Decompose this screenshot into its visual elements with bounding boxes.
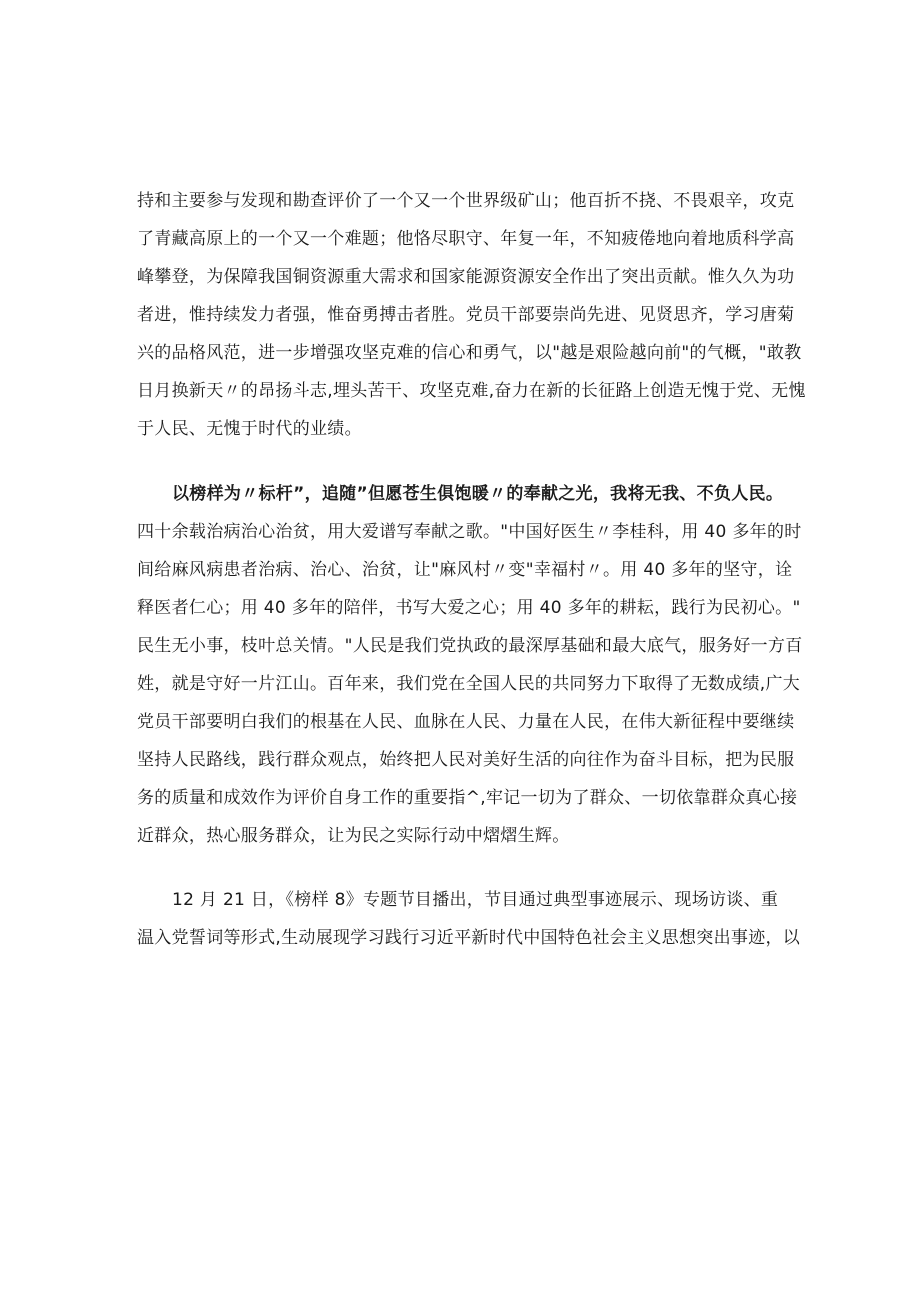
document-body <box>137 182 806 957</box>
paragraph-2 <box>137 475 803 855</box>
paragraph-line: 四十余载治病治心治贫，用大爱谱写奉献之歌。"中国好医生〃李桂科，用 40 多年的时 <box>137 522 802 542</box>
paragraph-line: 民生无小事，枝叶总关情。"人民是我们党执政的最深厚基础和最大底气，服务好一方百 <box>137 636 803 656</box>
paragraph-line: 党员干部要明白我们的根基在人民、血脉在人民、力量在人民，在伟大新征程中要继续 <box>137 712 795 732</box>
paragraph-line: 日月换新天〃的昂扬斗志,埋头苦干、攻坚克难,奋力在新的长征路上创造无愧于党、无愧 <box>137 381 806 401</box>
paragraph-line: 姓，就是守好一片江山。百年来，我们党在全国人民的共同努力下取得了无数成绩,广大 <box>137 674 801 694</box>
paragraph-line: 者进，惟持续发力者强，惟奋勇搏击者胜。党员干部要崇尚先进、见贤思齐，学习唐菊 <box>137 305 795 325</box>
paragraph-line: 兴的品格风范，进一步增强攻坚克难的信心和勇气，以"越是艰险越向前"的气概，"敢教 <box>137 343 802 363</box>
paragraph-line: 温入党誓词等形式,生动展现学习践行习近平新时代中国特色社会主义思想突出事迹，以 <box>137 928 801 948</box>
paragraph-line: 峰攀登，为保障我国铜资源重大需求和国家能源资源安全作出了突出贡献。惟久久为功 <box>137 267 795 287</box>
paragraph-line: 12 月 21 日，《榜样 8》专题节目播出，节目通过典型事迹展示、现场访谈、重 <box>172 890 779 910</box>
paragraph-line: 了青藏高原上的一个又一个难题；他恪尽职守、年复一年，不知疲倦地向着地质科学高 <box>137 229 795 249</box>
paragraph-line: 近群众，热心服务群众，让为民之实际行动中熠熠生辉。 <box>137 826 570 846</box>
paragraph-line: 持和主要参与发现和勘查评价了一个又一个世界级矿山；他百折不挠、不畏艰辛，攻克 <box>137 191 795 211</box>
paragraph-line: 坚持人民路线，践行群众观点，始终把人民对美好生活的向往作为奋斗目标，把为民服 <box>137 750 795 770</box>
paragraph-line: 于人民、无愧于时代的业绩。 <box>137 419 362 439</box>
paragraph-spacer <box>137 448 797 475</box>
paragraph-1 <box>137 182 806 448</box>
paragraph-3 <box>137 881 801 957</box>
paragraph-spacer <box>137 855 797 881</box>
section-heading: 以榜样为〃标杆”，追随”但愿苍生俱饱暖〃的奉献之光，我将无我、不负人民。 <box>172 484 784 504</box>
paragraph-line: 务的质量和成效作为评价自身工作的重要指^,牢记一切为了群众、一切依靠群众真心接 <box>137 788 798 808</box>
paragraph-line: 间给麻风病患者治病、治心、治贫，让"麻风村〃变"幸福村〃。用 40 多年的坚守，诠 <box>137 560 793 580</box>
paragraph-line: 释医者仁心；用 40 多年的陪伴，书写大爱之心；用 40 多年的耕耘，践行为民初心。" <box>137 598 801 618</box>
